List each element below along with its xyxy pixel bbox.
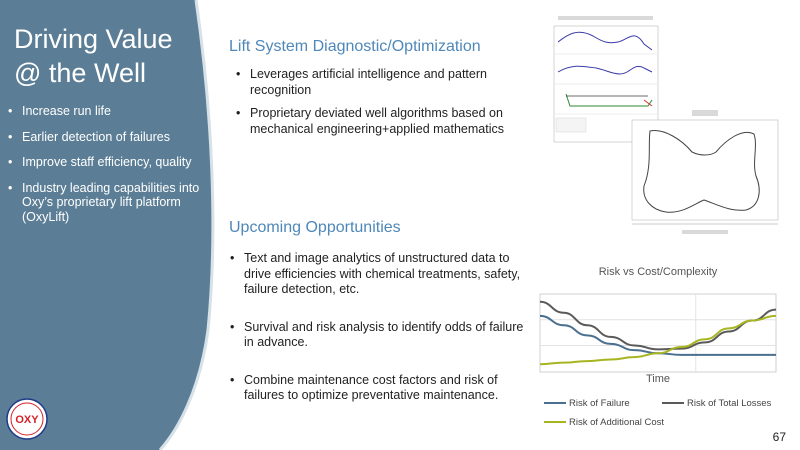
diagnostic-bullet: • Leverages artificial intelligence and pattern recognition [236, 67, 526, 98]
opportunities-bullet: • Text and image analytics of unstructured data to drive efficiencies with chemical treatments, safety, failure detection, etc. [230, 251, 530, 298]
legend-item [662, 398, 771, 409]
sidebar-bullet: • Earlier detection of failures [8, 130, 208, 145]
sidebar-bullet: • Industry leading capabilities into Oxy’s proprietary lift platform (OxyLift) [8, 181, 208, 225]
deviated-well-plot-thumbnail [630, 106, 780, 240]
sidebar-bullet: • Increase run life [8, 104, 208, 119]
logo-text: OXY [15, 414, 39, 426]
legend-item [544, 398, 630, 409]
slide-title-line1: Driving Value [14, 24, 173, 54]
plot-area [540, 294, 776, 372]
diagnostic-bullet: • Proprietary deviated well algorithms based on mechanical engineering+applied mathematics [236, 106, 526, 137]
chart-title: Risk vs Cost/Complexity [598, 266, 718, 278]
sidebar-bullet: • Improve staff efficiency, quality [8, 155, 208, 170]
slide-title-line2: @ the Well [14, 58, 146, 88]
oxy-logo [6, 398, 48, 440]
page-number: 67 [772, 430, 786, 444]
legend-swatch [544, 402, 566, 404]
opportunities-bullet-list [230, 251, 530, 426]
legend-label: Risk of Failure [569, 398, 630, 409]
section-heading-opportunities: Upcoming Opportunities [229, 219, 401, 236]
opportunities-bullet: • Survival and risk analysis to identify odds of failure in advance. [230, 320, 530, 351]
section-heading-diagnostic: Lift System Diagnostic/Optimization [229, 38, 481, 55]
diagnostic-bullet-list [236, 67, 526, 145]
legend-swatch [662, 402, 684, 404]
sidebar-panel [0, 0, 218, 450]
risk-chart [538, 292, 778, 374]
opportunities-bullet: • Combine maintenance cost factors and risk of failures to optimize preventative maintenance. [230, 373, 530, 404]
slide-title [14, 22, 214, 90]
x-axis-label: Time [645, 373, 671, 385]
legend-label: Risk of Additional Cost [569, 417, 665, 428]
legend-label: Risk of Total Losses [687, 398, 772, 409]
sidebar-bullet-list [8, 104, 208, 235]
legend-swatch [544, 421, 566, 423]
legend-item [544, 417, 664, 428]
